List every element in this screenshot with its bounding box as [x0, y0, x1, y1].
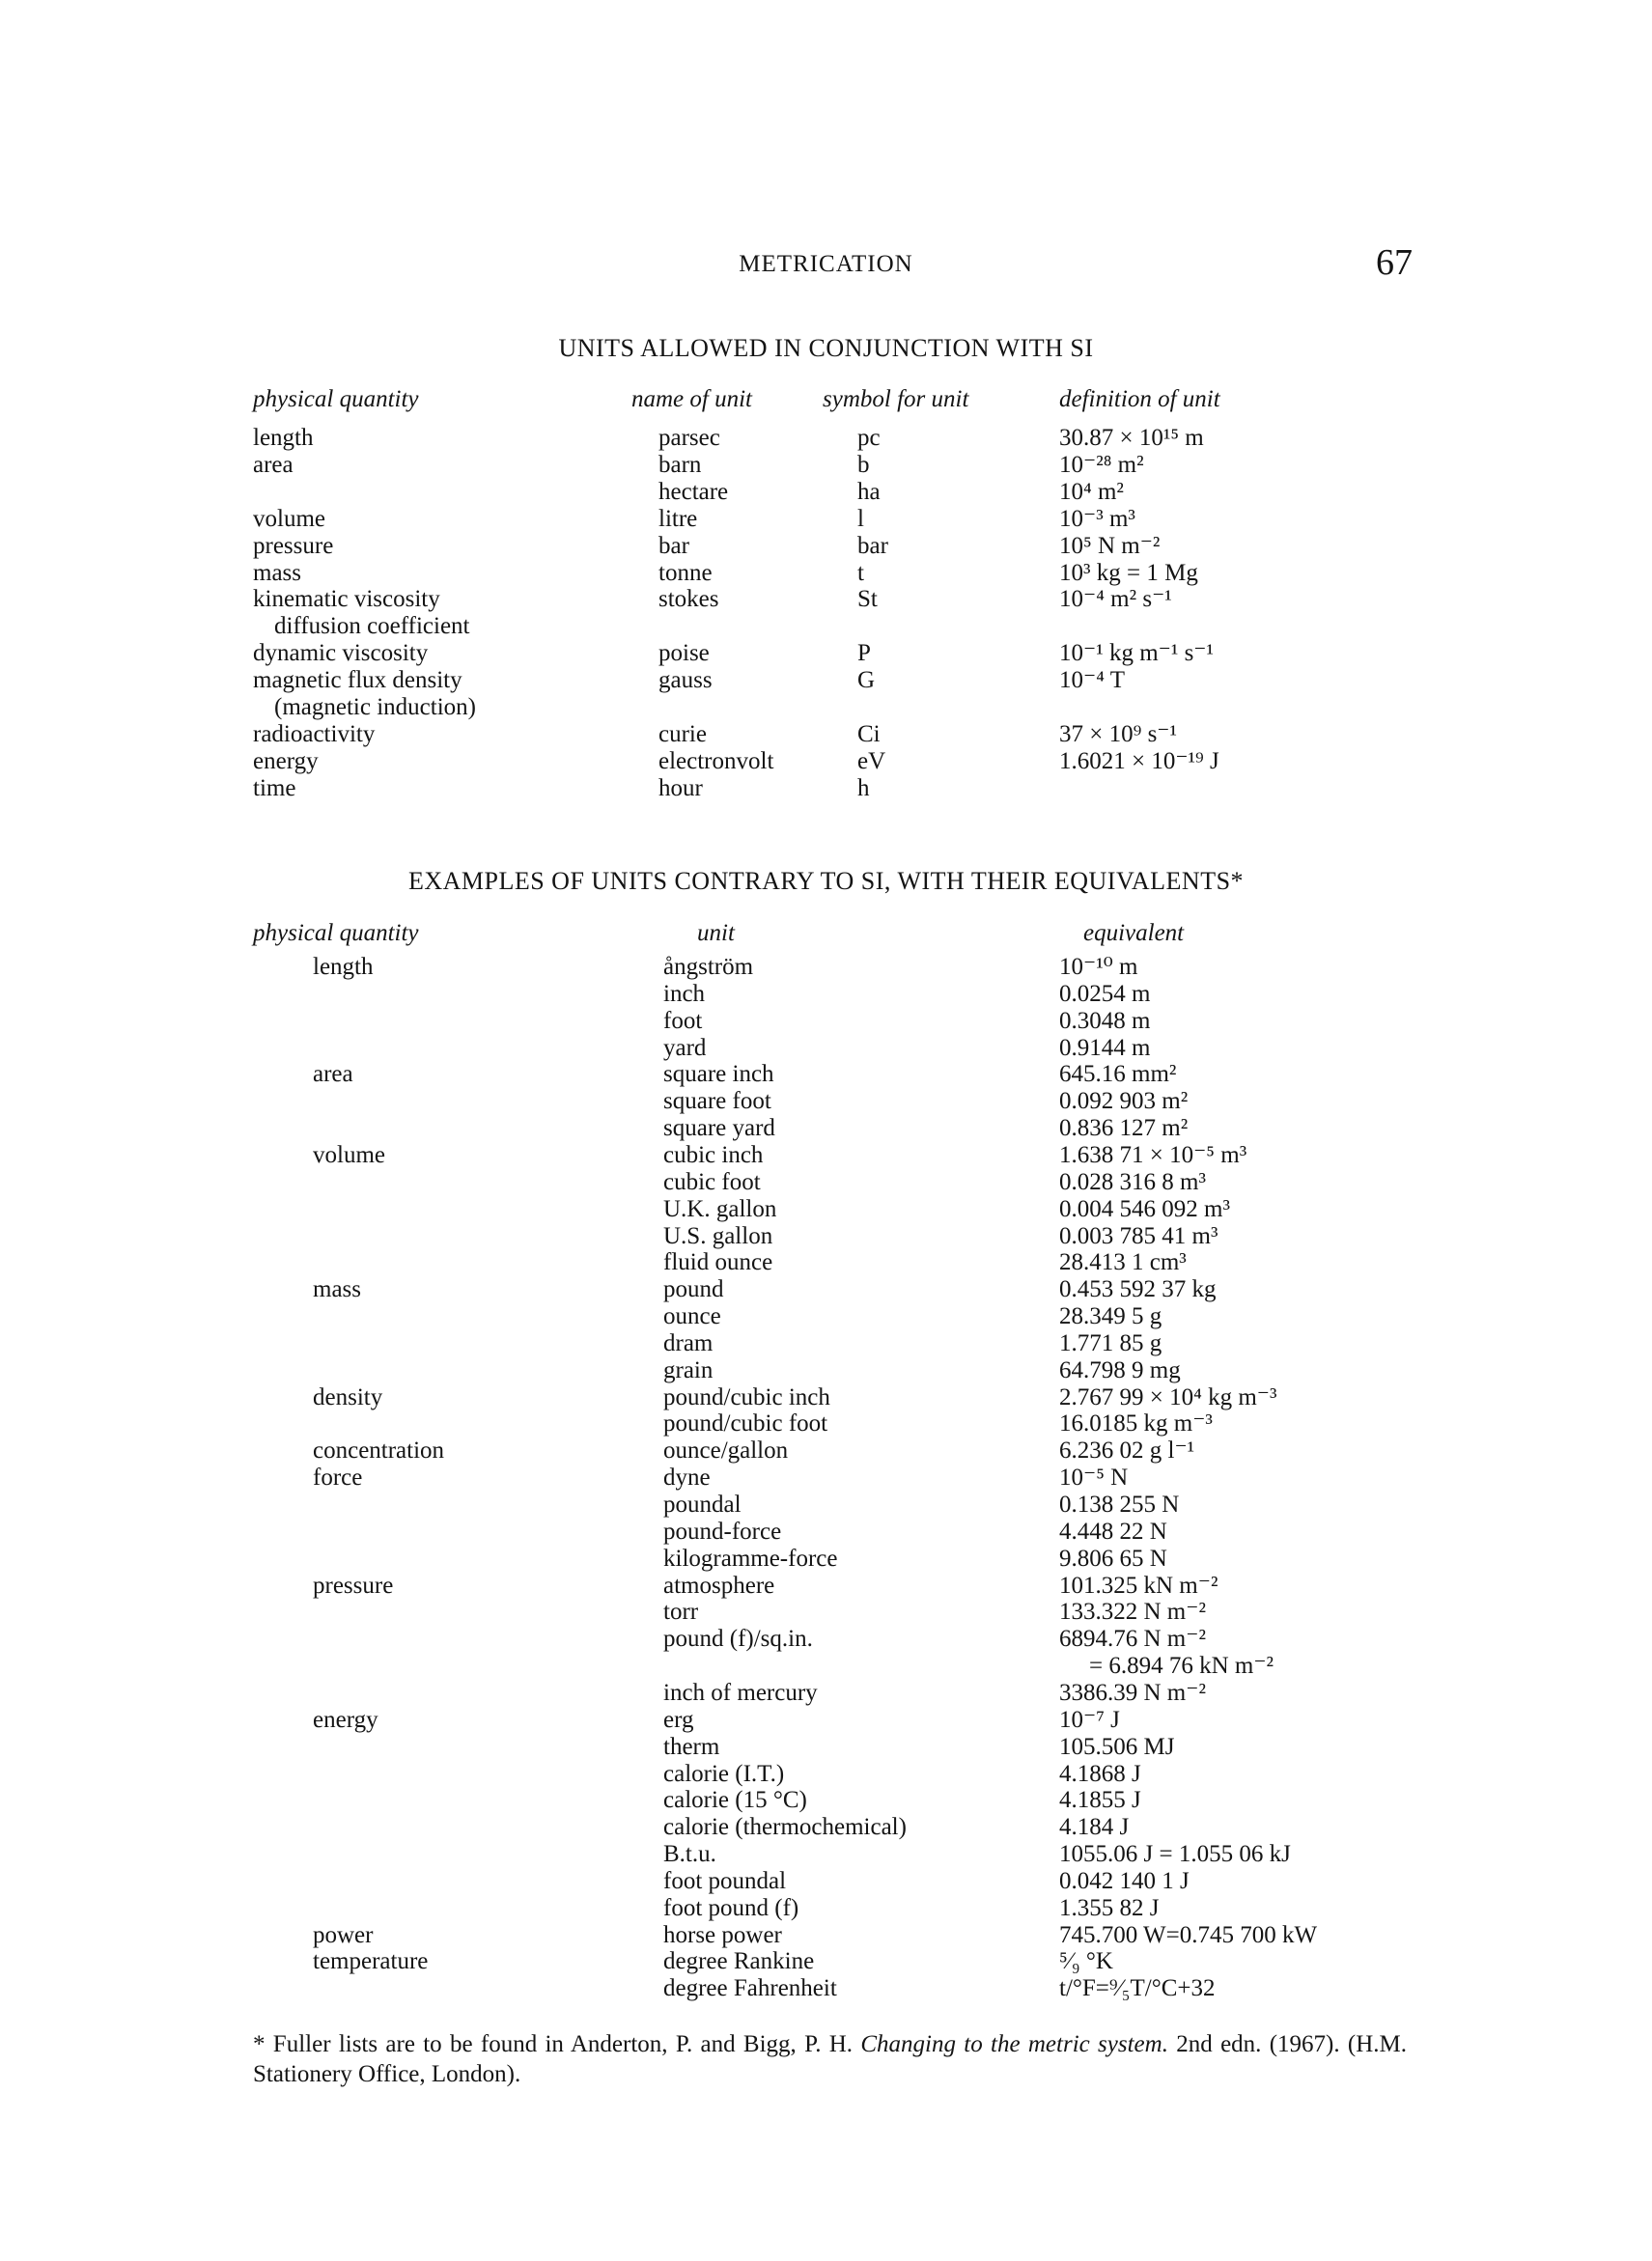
table1-row — [0, 721, 1652, 748]
table1-cell-symbol: b — [857, 451, 870, 478]
table1-cell-name: curie — [658, 720, 707, 747]
page-number: 67 — [1376, 242, 1413, 283]
table2-cell-equivalent: 1.638 71 × 10⁻⁵ m³ — [1059, 1141, 1247, 1168]
table2-cell-unit: inch of mercury — [663, 1679, 818, 1706]
table2-cell-equivalent: 64.798 9 mg — [1059, 1356, 1181, 1383]
table2-cell-unit: pound (f)/sq.in. — [663, 1626, 813, 1653]
table2-cell-equivalent: 0.003 785 41 m³ — [1059, 1222, 1218, 1249]
table2-cell-equivalent: 1055.06 J = 1.055 06 kJ — [1059, 1841, 1291, 1868]
table2-cell-unit: square foot — [663, 1088, 771, 1115]
table2-row — [0, 1787, 1652, 1814]
table1-row — [0, 613, 1652, 640]
table2-header-unit: unit — [697, 920, 735, 946]
table1-cell-definition: 37 × 10⁹ s⁻¹ — [1059, 720, 1177, 747]
table1-cell-name: stokes — [658, 586, 719, 613]
table1-cell-quantity: energy — [253, 747, 319, 774]
table2-cell-unit: B.t.u. — [663, 1841, 716, 1868]
table2-row — [0, 1680, 1652, 1707]
table2-cell-unit: foot poundal — [663, 1867, 787, 1894]
table2-cell-unit: horse power — [663, 1921, 782, 1948]
table2-cell-unit: inch — [663, 980, 706, 1007]
table2-cell-quantity: density — [313, 1383, 383, 1410]
table2-cell-equivalent: 2.767 99 × 10⁴ kg m⁻³ — [1059, 1383, 1277, 1410]
table2-cell-equivalent: 10⁻¹⁰ m — [1059, 954, 1138, 980]
table2-cell-unit: U.S. gallon — [663, 1222, 773, 1249]
table2-cell-unit: cubic foot — [663, 1168, 761, 1195]
table2-cell-equivalent: 10⁻⁷ J — [1059, 1706, 1120, 1733]
table1-cell-definition: 1.6021 × 10⁻¹⁹ J — [1059, 747, 1219, 774]
table2-row — [0, 1546, 1652, 1573]
table2-cell-unit: dram — [663, 1329, 714, 1356]
table1-row — [0, 640, 1652, 667]
table2-cell-equivalent: 133.322 N m⁻² — [1059, 1599, 1206, 1626]
table1-cell-name: tonne — [658, 559, 713, 586]
table1-cell-name: hour — [658, 774, 703, 801]
table2-cell-unit: calorie (thermochemical) — [663, 1814, 907, 1841]
table1-cell-definition: 10⁵ N m⁻² — [1059, 532, 1161, 559]
table2-row — [0, 1653, 1652, 1680]
table2-cell-unit: poundal — [663, 1492, 742, 1518]
table1-cell-name: bar — [658, 532, 689, 559]
table2-cell-equivalent: 9.806 65 N — [1059, 1545, 1167, 1572]
table2-row — [0, 954, 1652, 981]
table1-cell-symbol: St — [857, 586, 878, 613]
table1-cell-name: barn — [658, 451, 702, 478]
table2-row — [0, 1061, 1652, 1088]
table2-row — [0, 1734, 1652, 1761]
table2-cell-unit: pound/cubic inch — [663, 1383, 830, 1410]
table2-cell-unit: calorie (15 °C) — [663, 1787, 807, 1814]
table2-row — [0, 1438, 1652, 1465]
table2-cell-unit: dyne — [663, 1465, 711, 1492]
table2-cell-equivalent: 0.3048 m — [1059, 1007, 1151, 1034]
table2-cell-unit: kilogramme-force — [663, 1545, 838, 1572]
table1-cell-quantity: magnetic flux density — [253, 667, 462, 694]
table2-row — [0, 1169, 1652, 1196]
table2-cell-equivalent: 28.349 5 g — [1059, 1303, 1162, 1330]
table2-cell-equivalent: 1.355 82 J — [1059, 1894, 1160, 1921]
table1-cell-name: gauss — [658, 667, 713, 694]
table2-cell-equivalent: 16.0185 kg m⁻³ — [1059, 1410, 1213, 1438]
table2-row — [0, 1008, 1652, 1035]
table1-header-definition: definition of unit — [1059, 386, 1220, 412]
table2-row — [0, 1975, 1652, 2002]
table1-cell-definition: 10⁴ m² — [1059, 478, 1124, 505]
table2-row — [0, 1814, 1652, 1841]
table2-cell-unit: ounce/gallon — [663, 1438, 789, 1465]
table1-cell-symbol: G — [857, 667, 876, 694]
table2-cell-unit: foot pound (f) — [663, 1894, 799, 1921]
table2-row — [0, 1276, 1652, 1303]
table1-cell-definition: 10⁻¹ kg m⁻¹ s⁻¹ — [1059, 640, 1214, 667]
table1-cell-symbol: bar — [857, 532, 888, 559]
table2-cell-quantity: energy — [313, 1706, 378, 1733]
table2-cell-equivalent: 1.771 85 g — [1059, 1329, 1162, 1356]
table2-row — [0, 1384, 1652, 1411]
table1-cell-definition: 30.87 × 10¹⁵ m — [1059, 425, 1204, 451]
table1-cell-definition: 10⁻⁴ m² s⁻¹ — [1059, 586, 1172, 613]
table2-cell-equivalent: 6.236 02 g l⁻¹ — [1059, 1438, 1195, 1465]
table2-cell-equivalent: 745.700 W=0.745 700 kW — [1059, 1921, 1318, 1948]
table1-cell-definition: 10⁻³ m³ — [1059, 505, 1135, 532]
table1-cell-quantity: area — [253, 451, 294, 478]
table2-title: EXAMPLES OF UNITS CONTRARY TO SI, WITH THEIR EQUIVALENTS* — [407, 867, 1245, 895]
table1-row — [0, 560, 1652, 587]
table2-row — [0, 1626, 1652, 1653]
table1-row — [0, 533, 1652, 560]
table1-cell-symbol: l — [857, 505, 864, 532]
footnote — [253, 2029, 1407, 2089]
table2-cell-equivalent: 0.836 127 m² — [1059, 1115, 1189, 1142]
table1-cell-definition: 10⁻²⁸ m² — [1059, 451, 1144, 478]
table1-cell-quantity: pressure — [253, 532, 334, 559]
table2-row — [0, 1599, 1652, 1626]
table2-cell-equivalent: 0.9144 m — [1059, 1034, 1151, 1061]
table1-cell-symbol: eV — [857, 747, 886, 774]
table1-header-symbol: symbol for unit — [823, 386, 969, 412]
table2-row — [0, 1707, 1652, 1734]
table1-title: UNITS ALLOWED IN CONJUNCTION WITH SI — [558, 334, 1094, 362]
table1-cell-name: parsec — [658, 425, 720, 451]
table1-cell-quantity: length — [253, 425, 314, 451]
table1-cell-symbol: h — [857, 774, 870, 801]
table2-cell-equivalent: 4.1855 J — [1059, 1787, 1141, 1814]
table2-row — [0, 1357, 1652, 1384]
table1-row — [0, 452, 1652, 479]
table2-row — [0, 1841, 1652, 1868]
table2-cell-unit: pound-force — [663, 1518, 782, 1545]
table1-cell-definition: 10³ kg = 1 Mg — [1059, 559, 1198, 586]
table1-row — [0, 425, 1652, 452]
table2-cell-unit: U.K. gallon — [663, 1195, 777, 1222]
table1-header-name: name of unit — [631, 386, 752, 412]
table1-cell-symbol: t — [857, 559, 864, 586]
table2-cell-unit: ångström — [663, 954, 754, 980]
table1-cell-quantity: radioactivity — [253, 720, 376, 747]
table2-cell-unit: fluid ounce — [663, 1249, 773, 1276]
table1-cell-symbol: Ci — [857, 720, 881, 747]
table1-cell-quantity: dynamic viscosity — [253, 640, 429, 667]
table2-cell-unit: atmosphere — [663, 1572, 775, 1599]
table1-row — [0, 479, 1652, 506]
table2-row — [0, 1303, 1652, 1330]
table1-row — [0, 506, 1652, 533]
table2-row — [0, 1492, 1652, 1519]
table2-row — [0, 1196, 1652, 1223]
table2-cell-equivalent: 0.042 140 1 J — [1059, 1867, 1190, 1894]
table1-row — [0, 586, 1652, 613]
table1-cell-definition: 10⁻⁴ T — [1059, 667, 1125, 694]
table1-row — [0, 775, 1652, 802]
table2-cell-equivalent: 28.413 1 cm³ — [1059, 1249, 1187, 1276]
footnote-tail: 2nd edn. (1967). (H.M. Stationery Office, London). — [253, 2031, 1408, 2087]
table2-cell-equivalent: 0.092 903 m² — [1059, 1088, 1189, 1115]
running-title: METRICATION — [739, 251, 913, 277]
table2-cell-unit: degree Rankine — [663, 1948, 815, 1975]
table2-row — [0, 1465, 1652, 1492]
table2-row — [0, 1761, 1652, 1788]
table1-cell-symbol: P — [857, 640, 871, 667]
table2-cell-equivalent: ⁵⁄₉ °K — [1059, 1948, 1113, 1975]
table2-row — [0, 1948, 1652, 1975]
table2-cell-unit: therm — [663, 1733, 720, 1760]
table1-cell-quantity: volume — [253, 505, 325, 532]
table2-cell-unit: cubic inch — [663, 1141, 764, 1168]
table2-row — [0, 1115, 1652, 1142]
table2-row — [0, 1330, 1652, 1357]
table2-row — [0, 1573, 1652, 1600]
table2-cell-equivalent: 645.16 mm² — [1059, 1061, 1177, 1088]
table2-cell-quantity: power — [313, 1921, 374, 1948]
table2-cell-equivalent: 4.184 J — [1059, 1814, 1130, 1841]
table2-cell-equivalent: 3386.39 N m⁻² — [1059, 1679, 1206, 1706]
table1-cell-quantity: diffusion coefficient — [274, 613, 470, 640]
footnote-title: Changing to the metric system. — [860, 2031, 1168, 2057]
table2-cell-quantity: force — [313, 1465, 363, 1492]
table1-cell-name: hectare — [658, 478, 729, 505]
table2-header-quantity: physical quantity — [253, 920, 419, 946]
table2-cell-equivalent: t/°F=⁹⁄₅T/°C+32 — [1059, 1975, 1216, 2002]
table2-cell-quantity: temperature — [313, 1948, 429, 1975]
footnote-text: * Fuller lists are to be found in Anderton, P. and Bigg, P. H. — [253, 2031, 854, 2057]
table2-cell-unit: calorie (I.T.) — [663, 1760, 785, 1787]
table2-row — [0, 1922, 1652, 1949]
table2-header-equivalent: equivalent — [1083, 920, 1185, 946]
table2-cell-equivalent: 6894.76 N m⁻² — [1059, 1626, 1206, 1653]
table2-cell-unit: erg — [663, 1706, 694, 1733]
table2-cell-unit: foot — [663, 1007, 703, 1034]
table2-cell-quantity: area — [313, 1061, 353, 1088]
table2-cell-unit: degree Fahrenheit — [663, 1975, 837, 2002]
table2-cell-equivalent: 105.506 MJ — [1059, 1733, 1175, 1760]
table2-cell-equivalent: 101.325 kN m⁻² — [1059, 1572, 1218, 1599]
table1-row — [0, 694, 1652, 721]
table2-row — [0, 1410, 1652, 1438]
table2-cell-quantity: mass — [313, 1276, 361, 1303]
table2-cell-unit: pound/cubic foot — [663, 1410, 828, 1438]
table2-cell-unit: square inch — [663, 1061, 774, 1088]
table1-cell-symbol: ha — [857, 478, 881, 505]
table2-row — [0, 1868, 1652, 1895]
table2-cell-unit: ounce — [663, 1303, 721, 1330]
table1-cell-name: litre — [658, 505, 698, 532]
table1-cell-quantity: time — [253, 774, 296, 801]
table2-cell-equivalent: 0.0254 m — [1059, 980, 1151, 1007]
table2-row — [0, 1895, 1652, 1922]
table2-cell-quantity: concentration — [313, 1438, 445, 1465]
table2-cell-unit: square yard — [663, 1115, 775, 1142]
table2-cell-equivalent: 4.1868 J — [1059, 1760, 1141, 1787]
table2-cell-unit: pound — [663, 1276, 724, 1303]
table1-row — [0, 748, 1652, 775]
table2-row — [0, 981, 1652, 1008]
table2-row — [0, 1035, 1652, 1062]
table2-cell-equivalent: 0.453 592 37 kg — [1059, 1276, 1217, 1303]
table1-cell-quantity: (magnetic induction) — [274, 694, 476, 720]
table1-cell-quantity: kinematic viscosity — [253, 586, 440, 613]
table2-cell-quantity: volume — [313, 1141, 385, 1168]
table2-cell-unit: torr — [663, 1599, 699, 1626]
running-head — [0, 242, 1652, 286]
table2-row — [0, 1142, 1652, 1169]
table1-cell-name: poise — [658, 640, 710, 667]
table1-cell-quantity: mass — [253, 559, 301, 586]
table2-cell-unit: grain — [663, 1356, 714, 1383]
table1-row — [0, 667, 1652, 694]
table2-row — [0, 1223, 1652, 1250]
table2-row — [0, 1249, 1652, 1276]
table2-row — [0, 1519, 1652, 1546]
table1-cell-symbol: pc — [857, 425, 881, 451]
table2-cell-equivalent: 4.448 22 N — [1059, 1518, 1167, 1545]
table2-cell-equivalent: 0.138 255 N — [1059, 1492, 1180, 1518]
table2-cell-equivalent: = 6.894 76 kN m⁻² — [1089, 1653, 1274, 1680]
table2-cell-equivalent: 0.004 546 092 m³ — [1059, 1195, 1230, 1222]
table1-header-quantity: physical quantity — [253, 386, 419, 412]
table1-cell-name: electronvolt — [658, 747, 774, 774]
table2-cell-quantity: pressure — [313, 1572, 394, 1599]
table2-cell-unit: yard — [663, 1034, 707, 1061]
table2-row — [0, 1088, 1652, 1115]
table2-cell-equivalent: 10⁻⁵ N — [1059, 1465, 1129, 1492]
table2-cell-equivalent: 0.028 316 8 m³ — [1059, 1168, 1206, 1195]
table2-cell-quantity: length — [313, 954, 374, 980]
